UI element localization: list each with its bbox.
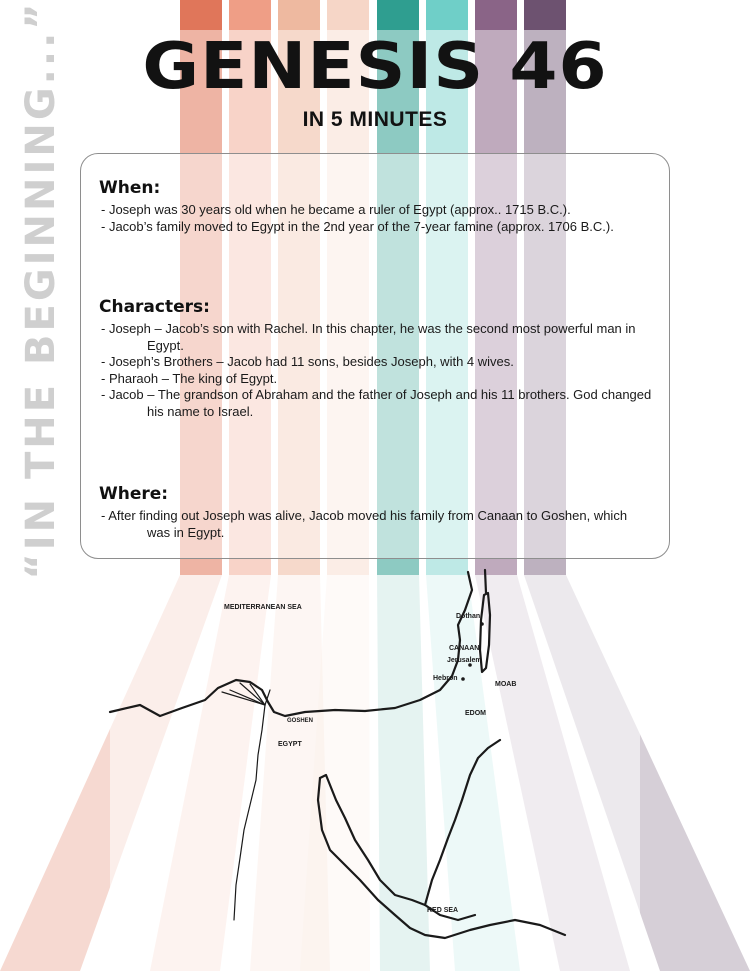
list-item: - After finding out Joseph was alive, Jacob moved his family from Canaan to Goshen, which was in Egypt. [99,508,653,541]
map-label-mediterranean: MEDITERRANEAN SEA [224,604,302,611]
map-label-edom: EDOM [465,710,486,717]
map-label-red-sea: RED SEA [427,907,459,914]
map-label-dothan: Dothan [456,613,481,620]
section-when [99,178,653,235]
side-title: “IN THE BEGINNING...” [18,0,64,580]
page-subtitle: IN 5 MINUTES [302,108,448,131]
stripe-cap [278,0,320,30]
stripe-cap [524,0,566,30]
map-label-moab: MOAB [495,681,517,688]
map-label-canaan: CANAAN [449,645,480,652]
map-label-egypt: EGYPT [278,741,302,748]
list-item: - Joseph was 30 years old when he became a ruler of Egypt (approx.. 1715 B.C.). [99,202,653,219]
section-list [99,202,653,235]
map-label-hebron: Hebron [433,675,458,682]
map-label-goshen: GOSHEN [287,718,314,724]
stripe-cap [327,0,369,30]
list-item: - Joseph – Jacob’s son with Rachel. In this chapter, he was the second most powerful man in Egypt. [99,321,653,354]
section-list [99,508,653,541]
list-item: - Jacob – The grandson of Abraham and the father of Joseph and his 11 brothers. God changed his name to Israel. [99,387,653,420]
page-title: GENESIS 46 [142,30,608,104]
section-characters [99,297,653,420]
section-heading: When: [99,178,161,198]
stripe-cap [377,0,419,30]
section-list [99,321,653,420]
section-heading: Characters: [99,297,210,317]
stripe-cap [229,0,271,30]
section-heading: Where: [99,484,169,504]
info-box [80,153,670,559]
list-item: - Joseph’s Brothers – Jacob had 11 sons, besides Joseph, with 4 wives. [99,354,653,371]
stripe-cap [180,0,222,30]
list-item: - Jacob’s family moved to Egypt in the 2nd year of the 7-year famine (approx. 1706 B.C.). [99,219,653,236]
map-label-jerusalem: Jerusalem [447,657,482,664]
list-item: - Pharaoh – The king of Egypt. [99,371,653,388]
stripe-cap [475,0,517,30]
stripe-cap [426,0,468,30]
section-where [99,484,653,541]
